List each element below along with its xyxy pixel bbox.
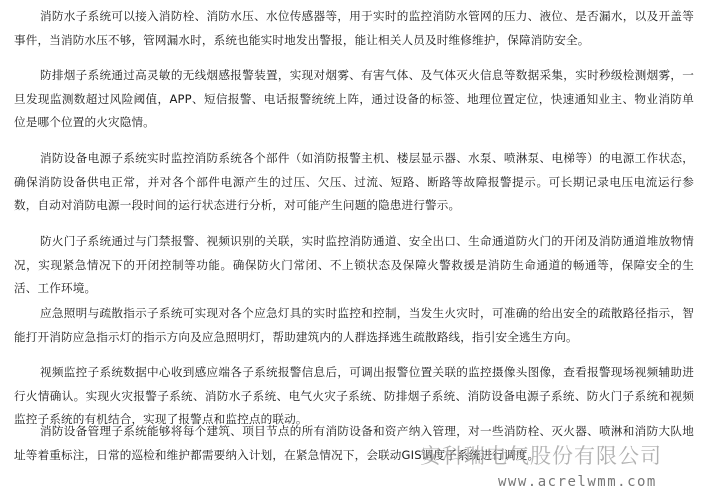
paragraph-power-supply-subsystem: 消防设备电源子系统实时监控消防系统各个部件（如消防报警主机、楼层显示器、水泵、喷淋泵、电梯等）的电源工作状态，确保消防设备供电正常，并对各个部件电源产生的过压、欠压、过流、短路、断路等故障报警提示。可长期记录电压电流运行参数，自动对消防电源一段时间的运行状态进行分析，对可能产生问题的隐患进行警示。 [14,151,694,212]
watermark-company-name: 安科瑞电气股份有限公司 [420,444,662,468]
paragraph-fire-door-subsystem: 防火门子系统通过与门禁报警、视频识别的关联，实时监控消防通道、安全出口、生命通道防火门的开闭及消防通道堆放物情况，实现紧急情况下的开闭控制等功能。确保防火门常闭、不上锁状态及保障火警救援是消防生命通道的畅通等，保障安全的生活、工作环境。 [14,234,694,295]
watermark-url: www.acrelwmm.com [498,474,657,490]
paragraph-smoke-exhaust-subsystem: 防排烟子系统通过高灵敏的无线烟感报警装置，实现对烟雾、有害气体、及气体灭火信息等数据采集，实时秒级检测烟雾，一旦发现监测数超过风险阈值，APP、短信报警、电话报警统统上阵，通过设备的标签、地理位置定位，快速通知业主、物业消防单位是哪个位置的火灾隐情。 [14,68,694,129]
paragraph-fire-water-subsystem: 消防水子系统可以接入消防栓、消防水压、水位传感器等，用于实时的监控消防水管网的压力、液位、是否漏水，以及开盖等事件，当消防水压不够，管网漏水时，系统也能实时地发出警报，能让相关人员及时维修维护，保障消防安全。 [14,9,694,47]
paragraph-equipment-management-subsystem: 消防设备管理子系统能够将每个建筑、项目节点的所有消防设备和资产纳入管理，对一些消防栓、灭火器、喷淋和消防大队地址等着重标注，日常的巡检和维护都需要纳入计划，在紧急情况下，会联动GIS调度子系统进行调度。 [14,424,694,462]
paragraph-video-monitoring-subsystem: 视频监控子系统数据中心收到感应端各子系统报警信息后，可调出报警位置关联的监控摄像头图像，查看报警现场视频辅助进行火情确认。实现火灾报警子系统、消防水子系统、电气火灾子系统、防排烟子系统、消防设备电源子系统、防火门子系统和视频监控子系统的有机结合，实现了报警点和监控点的联动。 [14,365,694,426]
paragraph-emergency-lighting-subsystem: 应急照明与疏散指示子系统可实现对各个应急灯具的实时监控和控制，当发生火灾时，可准确的给出安全的疏散路径指示，智能打开消防应急指示灯的指示方向及应急照明灯，帮助建筑内的人群选择逃生疏散路线，指引安全逃生方向。 [14,306,694,344]
